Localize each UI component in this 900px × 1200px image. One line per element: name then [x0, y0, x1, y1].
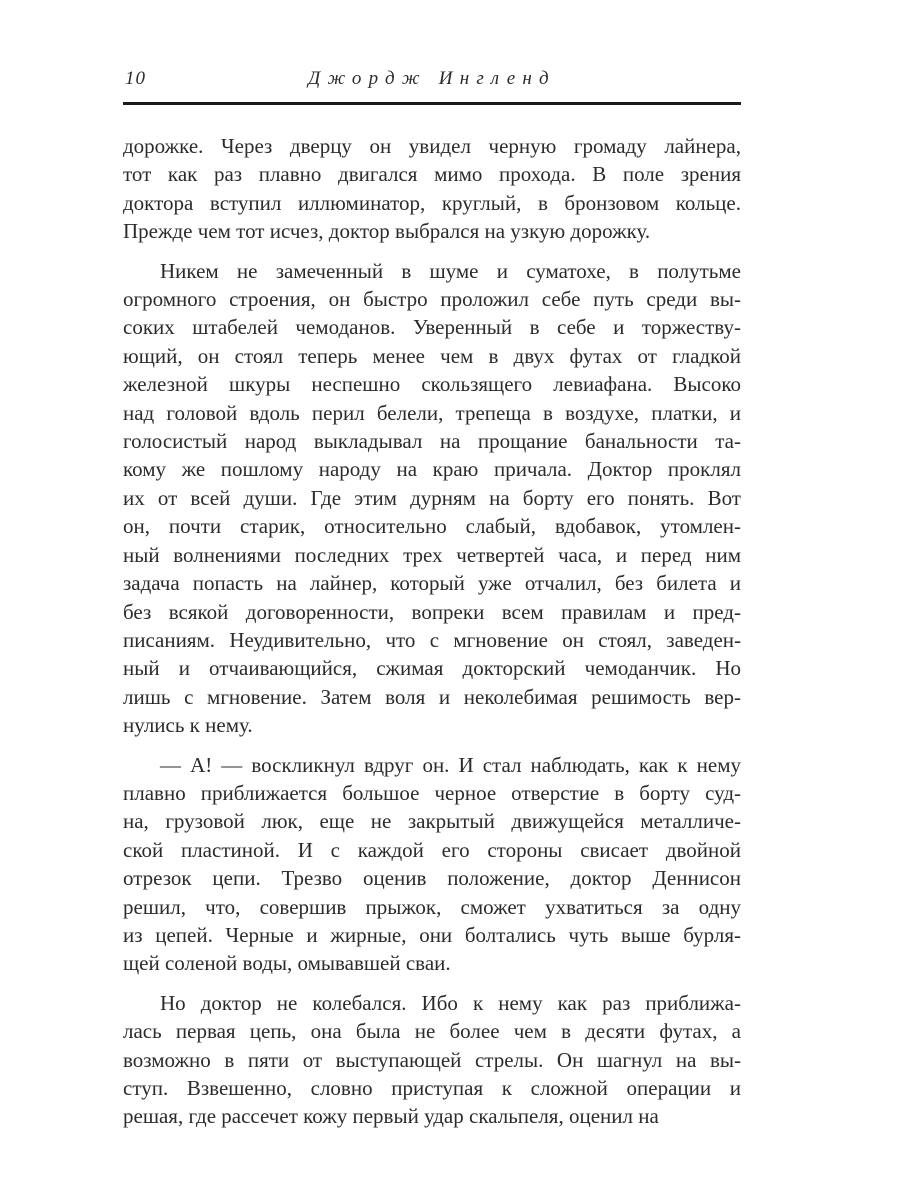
paragraph: [123, 751, 741, 978]
body-text: [123, 132, 741, 1131]
text-line: лишь с мгновение. Затем воля и неколебимая решимость вер-: [123, 684, 741, 709]
paragraph: [123, 989, 741, 1131]
text-line: плавно приближается большое черное отверстие в борту суд-: [123, 780, 741, 805]
text-line: щей соленой воды, омывавшей сваи.: [123, 951, 451, 976]
text-line: Никем не замеченный в шуме и суматохе, в полутьме: [160, 258, 741, 283]
text-line: дорожке. Через дверцу он увидел черную громаду лайнера,: [123, 134, 741, 158]
text-line: из цепей. Черные и жирные, они болтались чуть выше бурля-: [123, 922, 741, 947]
running-header-title: Джордж Ингленд: [308, 68, 556, 89]
text-line: Прежде чем тот исчез, доктор выбрался на узкую дорожку.: [123, 219, 651, 244]
text-line: ный и отчаивающийся, сжимая докторский чемоданчик. Но: [123, 656, 741, 681]
text-line: ской пластиной. И с каждой его стороны свисает двойной: [123, 837, 741, 862]
text-line: над головой вдоль перил белели, трепеща в воздухе, платки, и: [123, 400, 741, 425]
text-line: ступ. Взвешенно, словно приступая к сложной операции и: [123, 1076, 741, 1100]
text-line: железной шкуры неспешно скользящего левиафана. Высоко: [123, 372, 741, 397]
paragraph: [123, 132, 741, 246]
text-line: возможно в пяти от выступающей стрелы. Он шагнул на вы-: [123, 1047, 741, 1072]
text-line: Но доктор не колебался. Ибо к нему как раз приближа-: [160, 990, 741, 1015]
running-head: [123, 68, 741, 102]
header-rule: [123, 102, 741, 105]
text-line: нулись к нему.: [123, 713, 253, 738]
text-line: соких штабелей чемоданов. Уверенный в себе и торжеству-: [123, 315, 741, 340]
paragraph: [123, 257, 741, 740]
text-line: ный волнениями последних трех четвертей часа, и перед ним: [123, 542, 741, 567]
text-line: — А! — воскликнул вдруг он. И стал наблюдать, как к нему: [160, 752, 741, 777]
text-line: задача попасть на лайнер, который уже отчалил, без билета и: [123, 571, 741, 596]
text-line: отрезок цепи. Трезво оценив положение, доктор Деннисон: [123, 866, 741, 891]
text-line: лась первая цепь, она была не более чем в десяти футах, а: [123, 1019, 741, 1044]
text-line: на, грузовой люк, еще не закрытый движущейся металличе-: [123, 809, 741, 834]
text-line: их от всей души. Где этим дурням на борту его понять. Вот: [123, 485, 741, 510]
page-number: 10: [125, 68, 146, 89]
book-page: [123, 0, 741, 1131]
text-line: решил, что, совершив прыжок, сможет ухватиться за одну: [123, 894, 741, 919]
text-line: голосистый народ выкладывал на прощание банальности та-: [123, 429, 741, 454]
text-line: доктора вступил иллюминатор, круглый, в бронзовом кольце.: [123, 190, 741, 215]
text-line: огромного строения, он быстро проложил себе путь среди вы-: [123, 287, 741, 312]
text-line: писаниям. Неудивительно, что с мгновение он стоял, заведен-: [123, 627, 741, 652]
text-line: кому же пошлому народу на краю причала. Доктор проклял: [123, 457, 741, 482]
text-line: ющий, он стоял теперь менее чем в двух футах от гладкой: [123, 343, 741, 368]
text-line: тот как раз плавно двигался мимо прохода. В поле зрения: [123, 162, 741, 187]
text-line: без всякой договоренности, вопреки всем правилам и пред-: [123, 599, 741, 624]
text-line: он, почти старик, относительно слабый, вдобавок, утомлен-: [123, 514, 741, 539]
text-line: решая, где рассечет кожу первый удар скальпеля, оценил на: [123, 1104, 659, 1129]
